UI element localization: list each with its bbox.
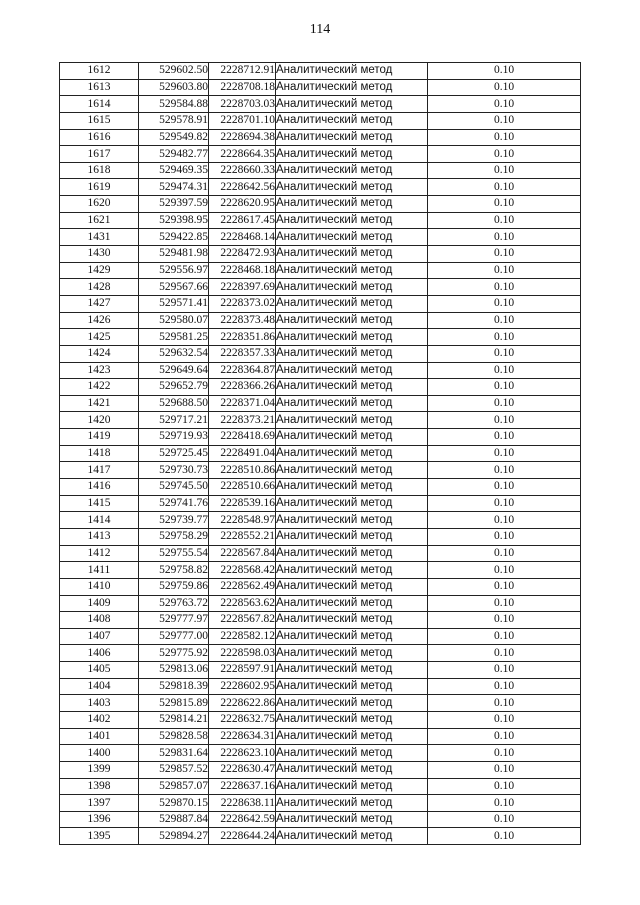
x-coordinate-cell: 529719.93	[139, 429, 209, 446]
table-row	[60, 129, 581, 146]
point-number-cell: 1429	[60, 262, 139, 279]
y-coordinate-cell: 2228563.62	[209, 595, 276, 612]
table-row	[60, 645, 581, 662]
y-coordinate-cell: 2228568.42	[209, 562, 276, 579]
accuracy-cell: 0.10	[428, 745, 581, 762]
point-number-cell: 1411	[60, 562, 139, 579]
method-cell: Аналитический метод	[276, 678, 428, 695]
table-row	[60, 528, 581, 545]
accuracy-cell: 0.10	[428, 329, 581, 346]
method-cell: Аналитический метод	[276, 129, 428, 146]
method-cell: Аналитический метод	[276, 179, 428, 196]
y-coordinate-cell: 2228373.02	[209, 295, 276, 312]
method-cell: Аналитический метод	[276, 412, 428, 429]
method-cell: Аналитический метод	[276, 345, 428, 362]
y-coordinate-cell: 2228351.86	[209, 329, 276, 346]
point-number-cell: 1396	[60, 811, 139, 828]
x-coordinate-cell: 529556.97	[139, 262, 209, 279]
method-cell: Аналитический метод	[276, 379, 428, 396]
accuracy-cell: 0.10	[428, 728, 581, 745]
table-row	[60, 828, 581, 845]
accuracy-cell: 0.10	[428, 778, 581, 795]
accuracy-cell: 0.10	[428, 379, 581, 396]
x-coordinate-cell: 529887.84	[139, 811, 209, 828]
y-coordinate-cell: 2228472.93	[209, 246, 276, 263]
accuracy-cell: 0.10	[428, 146, 581, 163]
point-number-cell: 1412	[60, 545, 139, 562]
x-coordinate-cell: 529763.72	[139, 595, 209, 612]
y-coordinate-cell: 2228642.56	[209, 179, 276, 196]
y-coordinate-cell: 2228510.66	[209, 479, 276, 496]
point-number-cell: 1427	[60, 295, 139, 312]
point-number-cell: 1404	[60, 678, 139, 695]
point-number-cell: 1414	[60, 512, 139, 529]
table-row	[60, 811, 581, 828]
x-coordinate-cell: 529571.41	[139, 295, 209, 312]
x-coordinate-cell: 529602.50	[139, 63, 209, 80]
accuracy-cell: 0.10	[428, 362, 581, 379]
table-row	[60, 63, 581, 80]
y-coordinate-cell: 2228694.38	[209, 129, 276, 146]
method-cell: Аналитический метод	[276, 662, 428, 679]
method-cell: Аналитический метод	[276, 695, 428, 712]
table-row	[60, 196, 581, 213]
accuracy-cell: 0.10	[428, 279, 581, 296]
accuracy-cell: 0.10	[428, 595, 581, 612]
method-cell: Аналитический метод	[276, 429, 428, 446]
method-cell: Аналитический метод	[276, 728, 428, 745]
method-cell: Аналитический метод	[276, 162, 428, 179]
y-coordinate-cell: 2228701.10	[209, 112, 276, 129]
method-cell: Аналитический метод	[276, 229, 428, 246]
x-coordinate-cell: 529688.50	[139, 395, 209, 412]
accuracy-cell: 0.10	[428, 412, 581, 429]
x-coordinate-cell: 529777.97	[139, 612, 209, 629]
accuracy-cell: 0.10	[428, 462, 581, 479]
method-cell: Аналитический метод	[276, 196, 428, 213]
y-coordinate-cell: 2228418.69	[209, 429, 276, 446]
table-row	[60, 246, 581, 263]
table-row	[60, 295, 581, 312]
x-coordinate-cell: 529717.21	[139, 412, 209, 429]
method-cell: Аналитический метод	[276, 528, 428, 545]
table-row	[60, 711, 581, 728]
point-number-cell: 1613	[60, 79, 139, 96]
table-row	[60, 329, 581, 346]
x-coordinate-cell: 529398.95	[139, 212, 209, 229]
method-cell: Аналитический метод	[276, 495, 428, 512]
accuracy-cell: 0.10	[428, 828, 581, 845]
table-row	[60, 495, 581, 512]
x-coordinate-cell: 529603.80	[139, 79, 209, 96]
y-coordinate-cell: 2228357.33	[209, 345, 276, 362]
x-coordinate-cell: 529758.29	[139, 528, 209, 545]
y-coordinate-cell: 2228373.21	[209, 412, 276, 429]
point-number-cell: 1615	[60, 112, 139, 129]
method-cell: Аналитический метод	[276, 828, 428, 845]
method-cell: Аналитический метод	[276, 811, 428, 828]
point-number-cell: 1620	[60, 196, 139, 213]
table-row	[60, 462, 581, 479]
x-coordinate-cell: 529725.45	[139, 445, 209, 462]
table-row	[60, 662, 581, 679]
accuracy-cell: 0.10	[428, 196, 581, 213]
table-row	[60, 262, 581, 279]
method-cell: Аналитический метод	[276, 295, 428, 312]
accuracy-cell: 0.10	[428, 612, 581, 629]
point-number-cell: 1416	[60, 479, 139, 496]
x-coordinate-cell: 529813.06	[139, 662, 209, 679]
accuracy-cell: 0.10	[428, 63, 581, 80]
point-number-cell: 1400	[60, 745, 139, 762]
y-coordinate-cell: 2228366.26	[209, 379, 276, 396]
table-row	[60, 745, 581, 762]
y-coordinate-cell: 2228712.91	[209, 63, 276, 80]
x-coordinate-cell: 529422.85	[139, 229, 209, 246]
x-coordinate-cell: 529481.98	[139, 246, 209, 263]
point-number-cell: 1420	[60, 412, 139, 429]
y-coordinate-cell: 2228364.87	[209, 362, 276, 379]
method-cell: Аналитический метод	[276, 711, 428, 728]
point-number-cell: 1418	[60, 445, 139, 462]
x-coordinate-cell: 529857.07	[139, 778, 209, 795]
point-number-cell: 1401	[60, 728, 139, 745]
method-cell: Аналитический метод	[276, 279, 428, 296]
accuracy-cell: 0.10	[428, 395, 581, 412]
y-coordinate-cell: 2228644.24	[209, 828, 276, 845]
y-coordinate-cell: 2228491.04	[209, 445, 276, 462]
method-cell: Аналитический метод	[276, 761, 428, 778]
y-coordinate-cell: 2228602.95	[209, 678, 276, 695]
x-coordinate-cell: 529775.92	[139, 645, 209, 662]
x-coordinate-cell: 529741.76	[139, 495, 209, 512]
x-coordinate-cell: 529397.59	[139, 196, 209, 213]
x-coordinate-cell: 529578.91	[139, 112, 209, 129]
point-number-cell: 1614	[60, 96, 139, 113]
x-coordinate-cell: 529814.21	[139, 711, 209, 728]
x-coordinate-cell: 529649.64	[139, 362, 209, 379]
table-row	[60, 412, 581, 429]
table-row	[60, 179, 581, 196]
x-coordinate-cell: 529469.35	[139, 162, 209, 179]
y-coordinate-cell: 2228468.18	[209, 262, 276, 279]
point-number-cell: 1413	[60, 528, 139, 545]
y-coordinate-cell: 2228620.95	[209, 196, 276, 213]
table-row	[60, 345, 581, 362]
point-number-cell: 1422	[60, 379, 139, 396]
point-number-cell: 1415	[60, 495, 139, 512]
point-number-cell: 1431	[60, 229, 139, 246]
accuracy-cell: 0.10	[428, 811, 581, 828]
point-number-cell: 1402	[60, 711, 139, 728]
table-row	[60, 678, 581, 695]
table-row	[60, 379, 581, 396]
point-number-cell: 1408	[60, 612, 139, 629]
point-number-cell: 1618	[60, 162, 139, 179]
point-number-cell: 1405	[60, 662, 139, 679]
y-coordinate-cell: 2228638.11	[209, 795, 276, 812]
method-cell: Аналитический метод	[276, 96, 428, 113]
y-coordinate-cell: 2228552.21	[209, 528, 276, 545]
accuracy-cell: 0.10	[428, 345, 581, 362]
point-number-cell: 1430	[60, 246, 139, 263]
point-number-cell: 1399	[60, 761, 139, 778]
method-cell: Аналитический метод	[276, 212, 428, 229]
accuracy-cell: 0.10	[428, 495, 581, 512]
accuracy-cell: 0.10	[428, 262, 581, 279]
method-cell: Аналитический метод	[276, 479, 428, 496]
accuracy-cell: 0.10	[428, 295, 581, 312]
table-row	[60, 312, 581, 329]
point-number-cell: 1417	[60, 462, 139, 479]
accuracy-cell: 0.10	[428, 795, 581, 812]
x-coordinate-cell: 529567.66	[139, 279, 209, 296]
x-coordinate-cell: 529755.54	[139, 545, 209, 562]
accuracy-cell: 0.10	[428, 79, 581, 96]
point-number-cell: 1425	[60, 329, 139, 346]
point-number-cell: 1410	[60, 578, 139, 595]
point-number-cell: 1426	[60, 312, 139, 329]
table-row	[60, 612, 581, 629]
accuracy-cell: 0.10	[428, 662, 581, 679]
table-row	[60, 761, 581, 778]
point-number-cell: 1428	[60, 279, 139, 296]
x-coordinate-cell: 529777.00	[139, 628, 209, 645]
table-row	[60, 79, 581, 96]
table-row	[60, 146, 581, 163]
method-cell: Аналитический метод	[276, 778, 428, 795]
x-coordinate-cell: 529652.79	[139, 379, 209, 396]
y-coordinate-cell: 2228562.49	[209, 578, 276, 595]
y-coordinate-cell: 2228373.48	[209, 312, 276, 329]
accuracy-cell: 0.10	[428, 528, 581, 545]
method-cell: Аналитический метод	[276, 246, 428, 263]
method-cell: Аналитический метод	[276, 79, 428, 96]
x-coordinate-cell: 529894.27	[139, 828, 209, 845]
accuracy-cell: 0.10	[428, 312, 581, 329]
table-row	[60, 562, 581, 579]
accuracy-cell: 0.10	[428, 479, 581, 496]
accuracy-cell: 0.10	[428, 96, 581, 113]
method-cell: Аналитический метод	[276, 445, 428, 462]
y-coordinate-cell: 2228664.35	[209, 146, 276, 163]
point-number-cell: 1617	[60, 146, 139, 163]
accuracy-cell: 0.10	[428, 678, 581, 695]
y-coordinate-cell: 2228660.33	[209, 162, 276, 179]
table-row	[60, 728, 581, 745]
point-number-cell: 1397	[60, 795, 139, 812]
accuracy-cell: 0.10	[428, 645, 581, 662]
y-coordinate-cell: 2228708.18	[209, 79, 276, 96]
accuracy-cell: 0.10	[428, 562, 581, 579]
accuracy-cell: 0.10	[428, 628, 581, 645]
method-cell: Аналитический метод	[276, 645, 428, 662]
method-cell: Аналитический метод	[276, 395, 428, 412]
y-coordinate-cell: 2228630.47	[209, 761, 276, 778]
x-coordinate-cell: 529580.07	[139, 312, 209, 329]
y-coordinate-cell: 2228567.82	[209, 612, 276, 629]
table-row	[60, 445, 581, 462]
y-coordinate-cell: 2228468.14	[209, 229, 276, 246]
y-coordinate-cell: 2228637.16	[209, 778, 276, 795]
table-row	[60, 695, 581, 712]
x-coordinate-cell: 529870.15	[139, 795, 209, 812]
method-cell: Аналитический метод	[276, 628, 428, 645]
y-coordinate-cell: 2228622.86	[209, 695, 276, 712]
table-row	[60, 162, 581, 179]
accuracy-cell: 0.10	[428, 212, 581, 229]
x-coordinate-cell: 529581.25	[139, 329, 209, 346]
method-cell: Аналитический метод	[276, 512, 428, 529]
y-coordinate-cell: 2228567.84	[209, 545, 276, 562]
method-cell: Аналитический метод	[276, 146, 428, 163]
y-coordinate-cell: 2228642.59	[209, 811, 276, 828]
x-coordinate-cell: 529739.77	[139, 512, 209, 529]
table-row	[60, 512, 581, 529]
x-coordinate-cell: 529632.54	[139, 345, 209, 362]
accuracy-cell: 0.10	[428, 512, 581, 529]
table-row	[60, 212, 581, 229]
point-number-cell: 1419	[60, 429, 139, 446]
point-number-cell: 1398	[60, 778, 139, 795]
table-row	[60, 229, 581, 246]
y-coordinate-cell: 2228703.03	[209, 96, 276, 113]
point-number-cell: 1403	[60, 695, 139, 712]
accuracy-cell: 0.10	[428, 129, 581, 146]
point-number-cell: 1619	[60, 179, 139, 196]
accuracy-cell: 0.10	[428, 429, 581, 446]
table-row	[60, 778, 581, 795]
table-row	[60, 395, 581, 412]
accuracy-cell: 0.10	[428, 162, 581, 179]
point-number-cell: 1406	[60, 645, 139, 662]
x-coordinate-cell: 529828.58	[139, 728, 209, 745]
accuracy-cell: 0.10	[428, 229, 581, 246]
table-row	[60, 578, 581, 595]
method-cell: Аналитический метод	[276, 562, 428, 579]
accuracy-cell: 0.10	[428, 445, 581, 462]
page-number: 114	[309, 22, 331, 37]
table-row	[60, 429, 581, 446]
method-cell: Аналитический метод	[276, 312, 428, 329]
y-coordinate-cell: 2228510.86	[209, 462, 276, 479]
method-cell: Аналитический метод	[276, 612, 428, 629]
y-coordinate-cell: 2228634.31	[209, 728, 276, 745]
point-number-cell: 1409	[60, 595, 139, 612]
coordinates-table	[59, 62, 581, 845]
y-coordinate-cell: 2228623.10	[209, 745, 276, 762]
x-coordinate-cell: 529730.73	[139, 462, 209, 479]
table-row	[60, 279, 581, 296]
method-cell: Аналитический метод	[276, 795, 428, 812]
point-number-cell: 1395	[60, 828, 139, 845]
y-coordinate-cell: 2228539.16	[209, 495, 276, 512]
table-row	[60, 96, 581, 113]
point-number-cell: 1621	[60, 212, 139, 229]
method-cell: Аналитический метод	[276, 63, 428, 80]
table-row	[60, 362, 581, 379]
table-row	[60, 112, 581, 129]
point-number-cell: 1421	[60, 395, 139, 412]
point-number-cell: 1407	[60, 628, 139, 645]
y-coordinate-cell: 2228632.75	[209, 711, 276, 728]
y-coordinate-cell: 2228548.97	[209, 512, 276, 529]
method-cell: Аналитический метод	[276, 545, 428, 562]
accuracy-cell: 0.10	[428, 695, 581, 712]
x-coordinate-cell: 529549.82	[139, 129, 209, 146]
x-coordinate-cell: 529482.77	[139, 146, 209, 163]
y-coordinate-cell: 2228617.45	[209, 212, 276, 229]
table-row	[60, 545, 581, 562]
method-cell: Аналитический метод	[276, 595, 428, 612]
method-cell: Аналитический метод	[276, 578, 428, 595]
table-row	[60, 795, 581, 812]
x-coordinate-cell: 529758.82	[139, 562, 209, 579]
x-coordinate-cell: 529818.39	[139, 678, 209, 695]
table-row	[60, 479, 581, 496]
x-coordinate-cell: 529857.52	[139, 761, 209, 778]
table-row	[60, 628, 581, 645]
table-row	[60, 595, 581, 612]
y-coordinate-cell: 2228582.12	[209, 628, 276, 645]
method-cell: Аналитический метод	[276, 362, 428, 379]
y-coordinate-cell: 2228371.04	[209, 395, 276, 412]
method-cell: Аналитический метод	[276, 462, 428, 479]
point-number-cell: 1612	[60, 63, 139, 80]
x-coordinate-cell: 529745.50	[139, 479, 209, 496]
accuracy-cell: 0.10	[428, 246, 581, 263]
x-coordinate-cell: 529815.89	[139, 695, 209, 712]
accuracy-cell: 0.10	[428, 578, 581, 595]
x-coordinate-cell: 529831.64	[139, 745, 209, 762]
point-number-cell: 1424	[60, 345, 139, 362]
accuracy-cell: 0.10	[428, 761, 581, 778]
x-coordinate-cell: 529584.88	[139, 96, 209, 113]
coordinates-table-body	[60, 63, 581, 845]
x-coordinate-cell: 529474.31	[139, 179, 209, 196]
method-cell: Аналитический метод	[276, 262, 428, 279]
y-coordinate-cell: 2228598.03	[209, 645, 276, 662]
method-cell: Аналитический метод	[276, 745, 428, 762]
accuracy-cell: 0.10	[428, 112, 581, 129]
point-number-cell: 1423	[60, 362, 139, 379]
y-coordinate-cell: 2228397.69	[209, 279, 276, 296]
x-coordinate-cell: 529759.86	[139, 578, 209, 595]
accuracy-cell: 0.10	[428, 711, 581, 728]
y-coordinate-cell: 2228597.91	[209, 662, 276, 679]
accuracy-cell: 0.10	[428, 545, 581, 562]
method-cell: Аналитический метод	[276, 112, 428, 129]
method-cell: Аналитический метод	[276, 329, 428, 346]
point-number-cell: 1616	[60, 129, 139, 146]
accuracy-cell: 0.10	[428, 179, 581, 196]
